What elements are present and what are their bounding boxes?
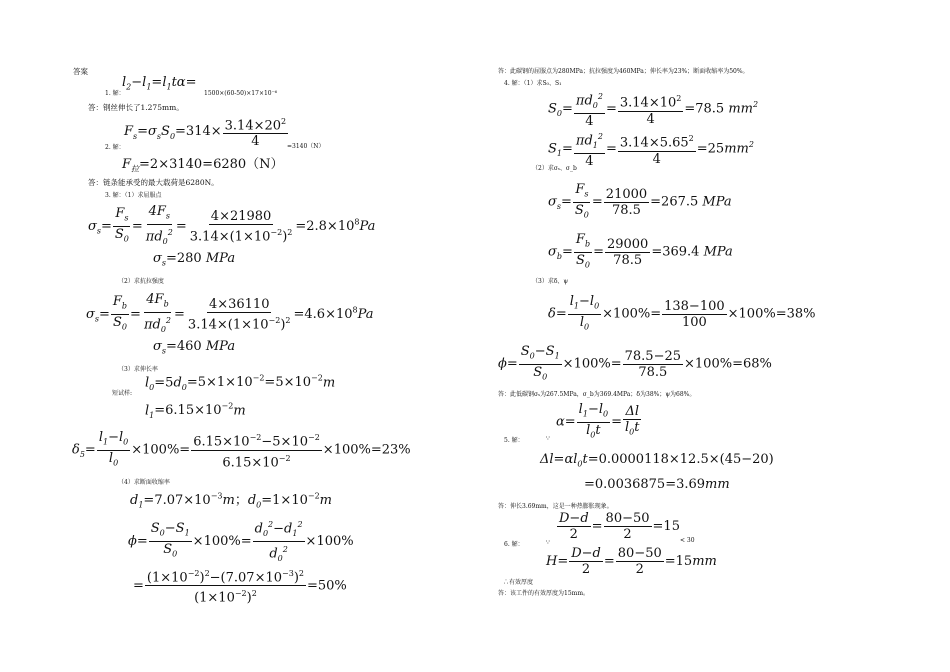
p3-yield-equation: $\sigma_s=$ $\frac{F_s}{S_0}$ = $\frac{4F_s}{\pi d_0^2}$ = $\frac{4\times 21980}{3.14\times(1\times 10^{-2})^2}$ $=2.8\times 10^8Pa$ xyxy=(88,204,376,246)
p4-phi-num: 78.5−25 xyxy=(624,348,682,364)
p5-because: ∵ xyxy=(546,435,550,442)
p4-ss-result: =267.5 xyxy=(650,194,699,210)
p5-label: 5. 解： xyxy=(504,437,524,444)
p1-answer: 答：钢丝伸长了1.275mm。 xyxy=(88,103,184,112)
p6-less-than: < 30 xyxy=(680,537,695,544)
p3-yield-den: 3.14×(1×10 xyxy=(189,228,271,244)
p3-l1-equation: $l_1=6.15\times 10^{-2}m$ xyxy=(145,402,246,420)
p3-elong-result: ×100%=23% xyxy=(322,442,411,458)
p5-alpha-equation: α= $\frac{l_1-l_0}{l_0t}$ = $\frac{\Delta l}{l_0t}$ xyxy=(556,402,640,440)
p4-phi-equation: ϕ= $\frac{S_0-S_1}{S_0}$ ×100%= $\frac{78.5-25}{78.5}$ ×100%=68% xyxy=(498,344,772,382)
p4-3-label: （3）求δ、ψ xyxy=(532,278,569,285)
p6-ratio-equation: $\frac{D-d}{2}$ = $\frac{80-50}{2}$ =15 xyxy=(559,511,680,542)
p4-s0-result: =78.5 xyxy=(684,101,725,117)
p2-label: 2. 解： xyxy=(105,144,125,151)
p4-sb-num: 29000 xyxy=(606,236,649,252)
p4-delta-num: 138−100 xyxy=(664,298,725,314)
p4-ss-equation: $\sigma_s=$ $\frac{F_s}{S_0}$ = $\frac{21000}{78.5}$ =267.5 MPa xyxy=(548,182,732,220)
p3-short-label: 短试样: xyxy=(112,390,133,397)
p5-dl-result: =0.0036875 xyxy=(584,477,666,492)
p4-phi-den: 78.5 xyxy=(638,364,668,380)
p4-s1-equation: $S_1=$ $\frac{\pi d_1^2}{4}$ = $\frac{3.14\times 5.65^2}{4}$ $=25mm^2$ xyxy=(548,129,754,169)
p4-sb-result: =369.4 xyxy=(651,244,700,260)
p5-dl-result-equation: =0.0036875=3.69mm xyxy=(584,477,730,492)
p3-area-equation: ϕ= $\frac{S_0-S_1}{S_0}$ ×100%= $\frac{d_0^2-d_1^2}{d_0^2}$ ×100% xyxy=(128,517,354,566)
p3-tensile-equation: $\sigma_s=$ $\frac{F_b}{S_0}$ = $\frac{4F_b}{\pi d_0^2}$ = $\frac{4\times 36110}{3.14\times(1\times 10^{-2})^2}$ $=4.6\times 10^8Pa$ xyxy=(86,292,374,334)
p6-answer: 答：该工件的有效厚度为15mm。 xyxy=(498,590,590,597)
p4-s1-result: =25 xyxy=(696,141,725,157)
p4-s0-equation: $S_0=$ $\frac{\pi d_0^2}{4}$ = $\frac{3.14\times 10^2}{4}$ =78.5 $mm^2$ xyxy=(548,89,758,129)
p3-tensile-val: =4.6×10 xyxy=(293,306,353,322)
p4-ss-num: 21000 xyxy=(605,186,648,202)
p3-elong-den: 6.15×10 xyxy=(222,454,279,470)
p6-frac-num: 80−50 xyxy=(605,511,650,526)
p2-answer: 答：链条能承受的最大载荷是6280N。 xyxy=(88,178,219,187)
p4-2-label: （2）求σₛ、σ_b xyxy=(532,165,577,172)
p3-yield-val: =2.8×10 xyxy=(295,218,355,234)
p4-answer: 答：此低碳钢σₛ为267.5MPa，σ_b为369.4MPa；δ为38%；ψ为68%。 xyxy=(498,391,696,398)
p5-dl-value: =0.0000118×12.5×(45−20) xyxy=(587,452,774,467)
p4-label: 4. 解：（1）求S₀、S₁ xyxy=(504,80,562,87)
p3-tensile-num: 4×36110 xyxy=(208,296,270,312)
p4-ss-den: 78.5 xyxy=(612,202,641,218)
p3-l0-equation: $l_0=5d_0=5\times 1\times 10^{-2}=5\times 10^{-2}m$ xyxy=(145,374,336,392)
p1-formula: 1500×(60-50)×17×10⁻⁶ xyxy=(204,90,278,97)
p3-4-label: （4）求断面收缩率 xyxy=(118,479,170,486)
p6-ratio-result: =15 xyxy=(652,519,680,534)
p3-3-label: （3）求伸长率 xyxy=(118,366,158,373)
p4-delta-den: 100 xyxy=(681,314,707,330)
p6-h-result: =15 xyxy=(664,554,693,569)
p1-label: 1. 解： xyxy=(105,90,125,97)
p3-tensile-result: $\sigma_s=460$ MPa xyxy=(153,339,236,356)
p3-summary-answer: 答：此碳钢的屈服点为280MPa；抗拉强度为460MPa；伸长率为23%；断面收缩率为50%。 xyxy=(498,68,749,75)
p3-d-equation: $d_1=7.07\times 10^{-3}m$；$d_0=1\times 10^{-2}m$ xyxy=(130,491,332,510)
p4-delta-equation: δ= $\frac{l_1-l_0}{l_0}$ ×100%= $\frac{138-100}{100}$ ×100%=38% xyxy=(548,294,816,332)
p5-answer: 答：伸长3.69mm，这是一种热膨胀现象。 xyxy=(498,503,613,510)
p3-yield-num: 4×21980 xyxy=(210,208,272,224)
p5-dl-equation: $\Delta l=\alpha l_0t=0.0000118\times 12.5\times(45-20)$ xyxy=(540,452,774,469)
p3-label: 3. 解：（1）求屈服点 xyxy=(105,192,162,199)
p4-delta-result: ×100%=38% xyxy=(727,306,816,322)
p4-sb-equation: $\sigma_b=$ $\frac{F_b}{S_0}$ = $\frac{29000}{78.5}$ =369.4 MPa xyxy=(548,232,733,270)
p3-area-result-equation: = $\frac{(1\times 10^{-2})^2-(7.07\times 10^{-3})^2}{(1\times 10^{-2})^2}$ =50% xyxy=(133,566,347,606)
p3-area-result: =50% xyxy=(306,578,347,594)
p3-yield-result: $\sigma_s=280$ MPa xyxy=(153,251,236,268)
p3-elong-equation: $\delta_5=$ $\frac{l_1-l_0}{l_0}$ ×100%= $\frac{6.15\times 10^{-2}-5\times 10^{-2}}{6.15\times 10^{-2}}$ ×100%=23% xyxy=(72,430,411,470)
p2-max-equation: $F_拉=2\times 3140=6280(N)$ xyxy=(122,157,284,174)
answers-heading: 答案 xyxy=(73,67,88,76)
p2-equation: $F_s=\sigma_sS_0=314\times$ $\frac{3.14\times 20^2}{4}$ xyxy=(124,114,289,149)
p6-label: 6. 解： xyxy=(504,541,524,548)
p6-because: ∵ xyxy=(546,539,550,546)
p4-phi-result: ×100%=68% xyxy=(684,356,772,372)
p2-max-value: 6280（N） xyxy=(213,157,284,172)
p6-therefore: ∴有效厚度 xyxy=(503,579,534,586)
p1-equation: $l_2-l_1=l_1t\alpha=$ xyxy=(122,75,197,92)
p6-h-equation: H= $\frac{D-d}{2}$ = $\frac{80-50}{2}$ =15mm xyxy=(546,546,717,577)
p3-2-label: （2）求抗拉强度 xyxy=(118,278,164,285)
p2-result: =3140（N） xyxy=(287,143,325,150)
